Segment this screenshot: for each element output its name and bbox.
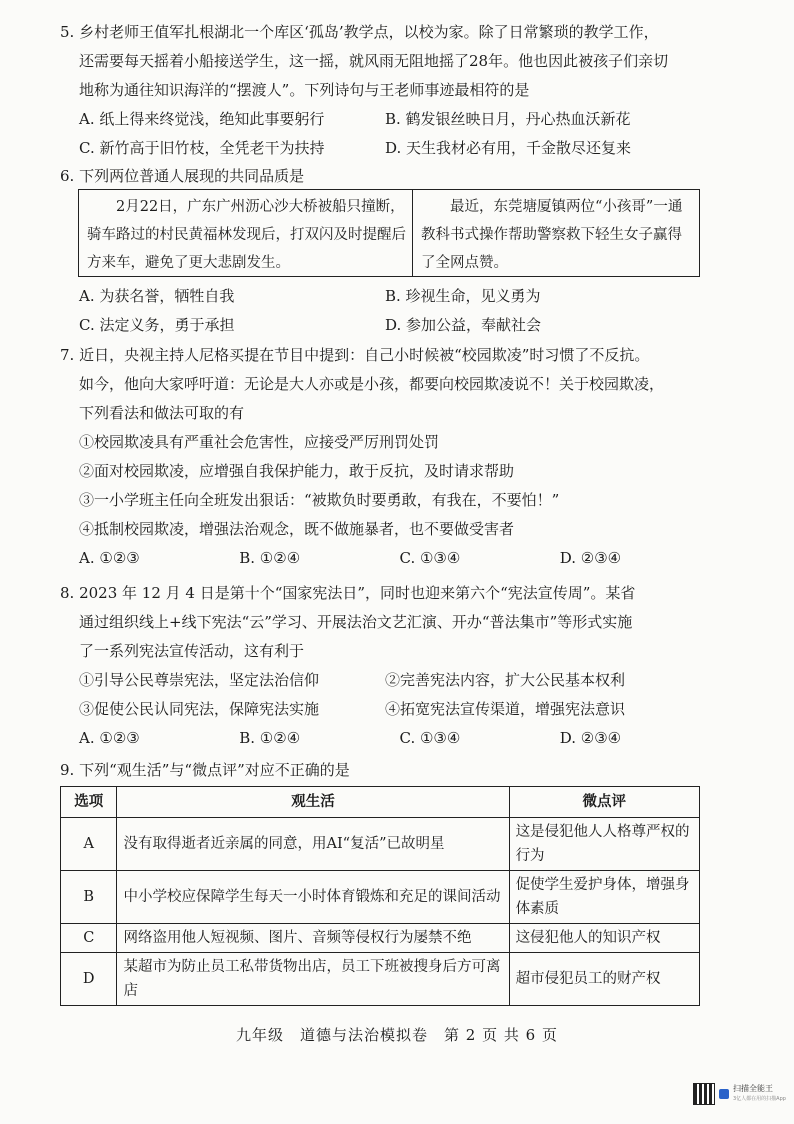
table-row bbox=[61, 953, 700, 1006]
q9-stem: 9. 下列“观生活”与“微点评”对应不正确的是 bbox=[60, 761, 350, 779]
q8-line: 通过组织线上+线下宪法“云”学习、开展法治文艺汇演、开办“普法集市”等形式实施 bbox=[79, 613, 633, 631]
scanner-label bbox=[733, 1084, 786, 1104]
question-6 bbox=[60, 162, 720, 191]
table-cell-option[interactable]: B bbox=[61, 871, 117, 924]
option-b[interactable]: B. ①②④ bbox=[239, 729, 301, 747]
option-b[interactable]: B. ①②④ bbox=[239, 549, 301, 567]
q6-stem: 6. 下列两位普通人展现的共同品质是 bbox=[60, 167, 305, 185]
option-d[interactable]: D. 天生我材必有用，千金散尽还复来 bbox=[385, 139, 632, 157]
question-9 bbox=[60, 756, 720, 785]
q5-line: 还需要每天摇着小船接送学生，这一摇，就风雨无阻地摇了28年。他也因此被孩子们亲切 bbox=[79, 52, 669, 70]
table-cell-option[interactable]: A bbox=[61, 818, 117, 871]
q8-items-row bbox=[60, 695, 720, 724]
scanner-subtitle: 3亿人都在用的扫描App bbox=[733, 1096, 786, 1102]
q6-options-row bbox=[60, 282, 720, 311]
q7-line: 如今，他向大家呼吁道：无论是大人亦或是小孩，都要向校园欺凌说不！关于校园欺凌， bbox=[79, 375, 665, 393]
q7-item: ①校园欺凌具有严重社会危害性，应接受严厉刑罚处罚 bbox=[79, 433, 440, 451]
q7-line: 7. 近日，央视主持人尼格买提在节目中提到：自己小时候被“校园欺凌”时习惯了不反抗。 bbox=[60, 346, 650, 364]
q9-table bbox=[60, 786, 700, 1006]
scanner-watermark bbox=[693, 1083, 786, 1105]
option-a[interactable]: A. ①②③ bbox=[79, 549, 140, 567]
q7-line: 下列看法和做法可取的有 bbox=[79, 404, 245, 422]
table-cell-life: 网络盗用他人短视频、图片、音频等侵权行为屡禁不绝 bbox=[117, 924, 509, 953]
table-cell-comment: 这是侵犯他人人格尊严权的行为 bbox=[509, 818, 699, 871]
option-d[interactable]: D. 参加公益，奉献社会 bbox=[385, 316, 542, 334]
q6-material-right bbox=[413, 190, 699, 276]
q7-options-row bbox=[60, 544, 720, 573]
table-row bbox=[61, 818, 700, 871]
table-cell-comment: 超市侵犯员工的财产权 bbox=[509, 953, 699, 1006]
q6-material-boxes bbox=[78, 189, 700, 277]
question-5 bbox=[60, 18, 720, 163]
q7-item: ③一小学班主任向全班发出狠话：“被欺负时要勇敢，有我在，不要怕！” bbox=[79, 491, 560, 509]
q8-items-row bbox=[60, 666, 720, 695]
qr-code-icon bbox=[693, 1083, 715, 1105]
table-cell-comment: 促使学生爱护身体，增强身体素质 bbox=[509, 871, 699, 924]
table-header-cell: 微点评 bbox=[509, 787, 699, 818]
q7-item: ②面对校园欺凌，应增强自我保护能力，敢于反抗，及时请求帮助 bbox=[79, 462, 515, 480]
table-row bbox=[61, 924, 700, 953]
q8-item: ③促使公民认同宪法，保障宪法实施 bbox=[79, 700, 320, 718]
q8-item: ④拓宽宪法宣传渠道，增强宪法意识 bbox=[385, 700, 626, 718]
q5-line: 地称为通往知识海洋的“摆渡人”。下列诗句与王老师事迹最相符的是 bbox=[79, 81, 530, 99]
q5-options-row bbox=[60, 105, 720, 134]
q7-item: ④抵制校园欺凌，增强法治观念，既不做施暴者，也不要做受害者 bbox=[79, 520, 515, 538]
option-c[interactable]: C. 法定义务，勇于承担 bbox=[79, 316, 235, 334]
option-b[interactable]: B. 鹤发银丝映日月，丹心热血沃新花 bbox=[385, 110, 631, 128]
question-8 bbox=[60, 579, 720, 753]
page-footer: 九年级 道德与法治模拟卷 第 2 页 共 6 页 bbox=[236, 1026, 558, 1044]
option-c[interactable]: C. ①③④ bbox=[399, 549, 461, 567]
option-c[interactable]: C. 新竹高于旧竹枝，全凭老干为扶持 bbox=[79, 139, 325, 157]
option-a[interactable]: A. 为获名誉，牺牲自我 bbox=[79, 287, 235, 305]
option-b[interactable]: B. 珍视生命，见义勇为 bbox=[385, 287, 541, 305]
q6-options bbox=[60, 282, 720, 340]
q6-material-left bbox=[79, 190, 413, 276]
q8-line: 了一系列宪法宣传活动，这有利于 bbox=[79, 642, 305, 660]
q6-material-left-text: 2月22日，广东广州沥心沙大桥被船只撞断，骑车路过的村民黄福林发现后，打双闪及时提醒后方来车，避免了更大悲剧发生。 bbox=[87, 199, 406, 271]
scanner-name: 扫描全能王 bbox=[733, 1084, 773, 1093]
q5-options-row bbox=[60, 134, 720, 163]
table-cell-option[interactable]: C bbox=[61, 924, 117, 953]
q8-options-row bbox=[60, 724, 720, 753]
q8-line: 8. 2023 年 12 月 4 日是第十个“国家宪法日”，同时也迎来第六个“宪法宣传周”。某省 bbox=[60, 584, 636, 602]
table-cell-life: 某超市为防止员工私带货物出店，员工下班被搜身后方可离店 bbox=[117, 953, 509, 1006]
q8-item: ①引导公民尊崇宪法，坚定法治信仰 bbox=[79, 671, 320, 689]
table-row bbox=[61, 871, 700, 924]
q8-item: ②完善宪法内容，扩大公民基本权利 bbox=[385, 671, 626, 689]
table-cell-life: 中小学校应保障学生每天一小时体育锻炼和充足的课间活动 bbox=[117, 871, 509, 924]
q6-options-row bbox=[60, 311, 720, 340]
option-c[interactable]: C. ①③④ bbox=[399, 729, 461, 747]
table-header-row bbox=[61, 787, 700, 818]
option-a[interactable]: A. ①②③ bbox=[79, 729, 140, 747]
q6-material-right-text: 最近，东莞塘厦镇两位“小孩哥”一通教科书式操作帮助警察救下轻生女子赢得了全网点赞。 bbox=[421, 199, 683, 271]
table-cell-comment: 这侵犯他人的知识产权 bbox=[509, 924, 699, 953]
scanner-logo-icon bbox=[719, 1089, 729, 1099]
option-d[interactable]: D. ②③④ bbox=[559, 729, 622, 747]
table-cell-life: 没有取得逝者近亲属的同意，用AI“复活”已故明星 bbox=[117, 818, 509, 871]
table-header-cell: 选项 bbox=[61, 787, 117, 818]
table-cell-option[interactable]: D bbox=[61, 953, 117, 1006]
table-header-cell: 观生活 bbox=[117, 787, 509, 818]
option-a[interactable]: A. 纸上得来终觉浅，绝知此事要躬行 bbox=[79, 110, 325, 128]
option-d[interactable]: D. ②③④ bbox=[559, 549, 622, 567]
q5-line: 5. 乡村老师王值军扎根湖北一个库区‘孤岛’教学点，以校为家。除了日常繁琐的教学工作， bbox=[60, 23, 659, 41]
question-7 bbox=[60, 341, 720, 573]
